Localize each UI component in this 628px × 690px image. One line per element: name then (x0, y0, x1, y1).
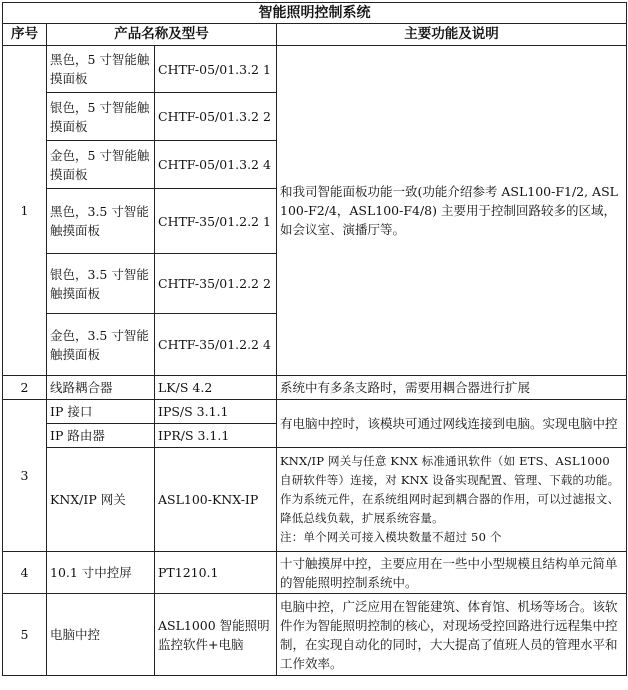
row-description: 电脑中控，广泛应用在智能建筑、体育馆、机场等场合。该软件作为智能照明控制的核心，对现场受控回路进行远程集中控制，在实现自动化的同时，大大提高了值班人员的管理水平和工作效率。 (277, 594, 627, 676)
product-name: 银色，5 寸智能触摸面板 (47, 93, 155, 141)
row-description: 系统中有多条支路时，需要用耦合器进行扩展 (277, 376, 627, 400)
row-index: 4 (3, 552, 47, 594)
header-product: 产品名称及型号 (47, 24, 277, 46)
table-row (3, 448, 627, 552)
product-name: 线路耦合器 (47, 376, 155, 400)
product-name: 金色，5 寸智能触摸面板 (47, 141, 155, 189)
row-description: 有电脑中控时，该模块可通过网线连接到电脑。实现电脑中控 (277, 400, 627, 448)
row-index: 3 (3, 400, 47, 552)
row-description: 和我司智能面板功能一致(功能介绍参考 ASL100-F1/2, ASL100-F2/4，ASL100-F4/8) 主要用于控制回路较多的区域，如会议室、演播厅等。 (277, 46, 627, 376)
knx-note: 注：单个网关可接入模块数量不超过 50 个 (280, 530, 502, 544)
table-row (3, 552, 627, 594)
product-model: PT1210.1 (155, 552, 277, 594)
row-index: 1 (3, 46, 47, 376)
product-model: CHTF-05/01.3.2 2 (155, 93, 277, 141)
product-name: 10.1 寸中控屏 (47, 552, 155, 594)
product-model: CHTF-35/01.2.2 1 (155, 189, 277, 254)
product-model: IPR/S 3.1.1 (155, 424, 277, 448)
table-row (3, 46, 627, 93)
product-spec-table (2, 2, 627, 676)
product-model: CHTF-35/01.2.2 2 (155, 254, 277, 314)
table-title: 智能照明控制系统 (3, 3, 627, 24)
header-desc: 主要功能及说明 (277, 24, 627, 46)
row-description: 十寸触摸屏中控，主要应用在一些中小型规模且结构单元简单的智能照明控制系统中。 (277, 552, 627, 594)
product-name: 电脑中控 (47, 594, 155, 676)
product-name: IP 接口 (47, 400, 155, 424)
table-row (3, 400, 627, 424)
product-model: LK/S 4.2 (155, 376, 277, 400)
product-name: 黑色，5 寸智能触摸面板 (47, 46, 155, 93)
product-name: IP 路由器 (47, 424, 155, 448)
product-name: 金色，3.5 寸智能 触摸面板 (47, 314, 155, 376)
product-model: ASL100-KNX-IP (155, 448, 277, 552)
table-row (3, 594, 627, 676)
product-model: CHTF-35/01.2.2 4 (155, 314, 277, 376)
product-model: ASL1000 智能照明监控软件+电脑 (155, 594, 277, 676)
row-index: 2 (3, 376, 47, 400)
product-name: 银色，3.5 寸智能 触摸面板 (47, 254, 155, 314)
row-index: 5 (3, 594, 47, 676)
header-row (3, 24, 627, 46)
header-index: 序号 (3, 24, 47, 46)
product-model: CHTF-05/01.3.2 1 (155, 46, 277, 93)
row-description (277, 448, 627, 552)
product-model: IPS/S 3.1.1 (155, 400, 277, 424)
product-model: CHTF-05/01.3.2 4 (155, 141, 277, 189)
title-row (3, 3, 627, 24)
knx-description: KNX/IP 网关与任意 KNX 标准通讯软件（如 ETS、ASL1000 自研软件等）连接，对 KNX 设备实现配置、管理、下载的功能。作为系统元件，在系统组网时起到耦合器的作用，可以过滤报文、降低总线负载，扩展系统容量。 (280, 454, 620, 525)
table-row (3, 376, 627, 400)
product-name: 黑色，3.5 寸智能 触摸面板 (47, 189, 155, 254)
product-name: KNX/IP 网关 (47, 448, 155, 552)
